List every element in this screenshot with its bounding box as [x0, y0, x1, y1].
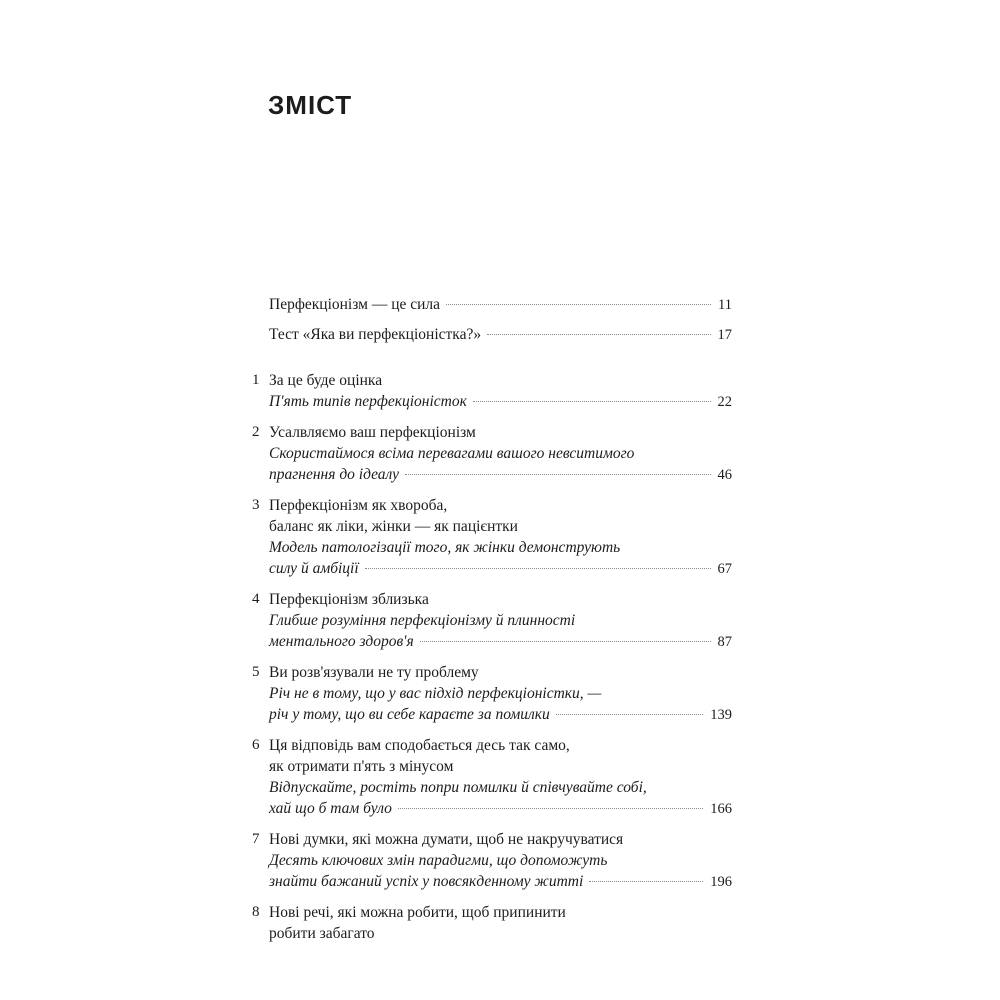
toc-chapter-entry — [252, 422, 732, 486]
page-title: ЗМІСТ — [268, 90, 353, 120]
chapter-subtitle: Десять ключових змін парадигми, що допоможуть — [269, 852, 608, 869]
chapter-subtitle: Відпускайте, ростіть попри помилки й співчувайте собі, — [269, 779, 647, 796]
dot-leader — [556, 714, 703, 715]
page-number: 17 — [717, 327, 732, 343]
page-number: 196 — [710, 874, 732, 890]
dot-leader — [446, 304, 711, 305]
page-number: 22 — [717, 394, 732, 410]
chapter-subtitle: прагнення до ідеалу — [269, 466, 399, 483]
table-of-contents — [252, 294, 732, 944]
chapter-subtitle: хай що б там було — [269, 800, 392, 817]
chapter-title: баланс як ліки, жінки — як пацієнтки — [269, 518, 518, 535]
toc-chapter-entry — [252, 735, 732, 820]
page-number: 87 — [717, 634, 732, 650]
chapter-number: 7 — [252, 831, 260, 847]
dot-leader — [473, 401, 711, 402]
chapter-subtitle: Річ не в тому, що у вас підхід перфекціоністки, — — [269, 685, 602, 702]
chapter-title: Перфекціонізм як хвороба, — [269, 497, 448, 514]
toc-leader-line — [269, 631, 732, 653]
chapter-subtitle: Глибше розуміння перфекціонізму й плинності — [269, 612, 576, 629]
chapter-number: 1 — [252, 372, 260, 388]
toc-leader-line — [269, 798, 732, 820]
toc-chapter-entry — [252, 902, 732, 944]
chapter-subtitle: знайти бажаний успіх у повсякденному житті — [269, 873, 584, 890]
chapter-title: як отримати п'ять з мінусом — [269, 758, 454, 775]
page-number: 139 — [710, 707, 732, 723]
chapter-subtitle: Модель патологізації того, як жінки демонструють — [269, 539, 621, 556]
toc-intro-entry — [252, 294, 732, 316]
toc-leader-line — [269, 558, 732, 580]
toc-leader-line — [269, 704, 732, 726]
chapter-subtitle: Скористаймося всіма перевагами вашого невситимого — [269, 445, 635, 462]
toc-chapter-entry — [252, 662, 732, 726]
toc-chapter-entry — [252, 370, 732, 413]
chapter-subtitle: ментального здоров'я — [269, 633, 414, 650]
chapter-number: 3 — [252, 497, 260, 513]
chapter-subtitle: річ у тому, що ви себе караєте за помилки — [269, 706, 550, 723]
toc-chapter-entry — [252, 495, 732, 580]
chapter-number: 8 — [252, 904, 260, 920]
chapter-title: Ви розв'язували не ту проблему — [269, 664, 479, 681]
chapter-title: Усалвляємо ваш перфекціонізм — [269, 424, 476, 441]
toc-entry-title: Перфекціонізм — це сила — [269, 296, 441, 313]
chapter-subtitle: силу й амбіції — [269, 560, 359, 577]
toc-leader-line — [269, 871, 732, 893]
page-number: 46 — [717, 467, 732, 483]
chapter-number: 4 — [252, 591, 260, 607]
chapter-title: Нові думки, які можна думати, щоб не накручуватися — [269, 831, 624, 848]
chapter-number: 2 — [252, 424, 260, 440]
chapter-title: робити забагато — [269, 925, 375, 942]
chapter-title: Перфекціонізм зблизька — [269, 591, 429, 608]
toc-chapter-entry — [252, 829, 732, 893]
page-number: 166 — [710, 801, 732, 817]
dot-leader — [420, 641, 711, 642]
chapter-number: 5 — [252, 664, 260, 680]
dot-leader — [405, 474, 711, 475]
chapter-title: Нові речі, які можна робити, щоб припинити — [269, 904, 566, 921]
page-number: 11 — [718, 297, 732, 313]
toc-leader-line — [269, 391, 732, 413]
chapter-subtitle: П'ять типів перфекціоністок — [269, 393, 467, 410]
toc-entry-title: Тест «Яка ви перфекціоністка?» — [269, 326, 482, 343]
toc-leader-line — [269, 464, 732, 486]
toc-leader-line — [269, 324, 732, 346]
dot-leader — [487, 334, 710, 335]
chapter-title: Ця відповідь вам сподобається десь так само, — [269, 737, 570, 754]
dot-leader — [589, 881, 703, 882]
toc-chapter-entry — [252, 589, 732, 653]
chapter-number: 6 — [252, 737, 260, 753]
toc-intro-entry — [252, 324, 732, 346]
dot-leader — [365, 568, 711, 569]
dot-leader — [398, 808, 703, 809]
toc-leader-line — [269, 294, 732, 316]
page-number: 67 — [717, 561, 732, 577]
chapter-title: За це буде оцінка — [269, 372, 383, 389]
